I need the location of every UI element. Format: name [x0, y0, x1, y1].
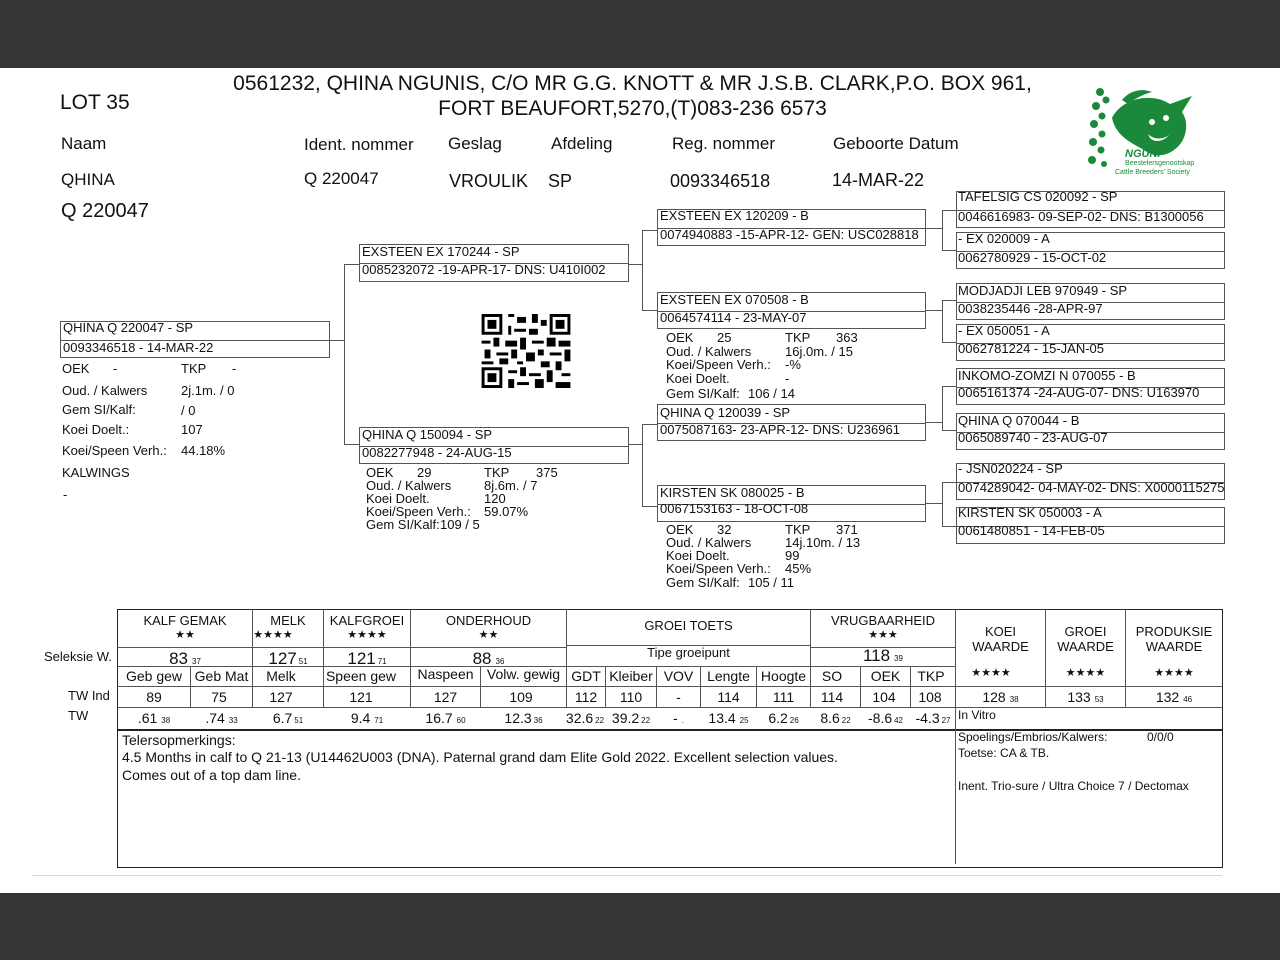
group-onderhoud-value: 88 36 [472, 649, 505, 668]
tw-ind-so: 114 [820, 689, 844, 705]
g3-7-line-2: 0074289042- 04-MAY-02- DNS: X0000115275 [958, 480, 1225, 495]
group-kalfgroei-value: 121 71 [347, 649, 387, 668]
dd-tkp-label: TKP [785, 522, 811, 537]
g3-6-line-1: QHINA Q 070044 - B [958, 413, 1080, 428]
dam-oek-label: OEK [366, 465, 394, 480]
index-groei-label-2: WAARDE [1057, 639, 1114, 654]
sd-oud: 16j.0m. / 15 [785, 344, 853, 359]
col-lengte: Lengte [707, 668, 750, 684]
logo-sub-1: Beestelersgenootskap [1125, 160, 1195, 167]
subject-oek-label: OEK [62, 361, 90, 376]
connector [942, 430, 956, 431]
group-kalfgroei: KALFGROEI [329, 613, 405, 628]
dam-line-2: 0082277948 - 24-AUG-15 [362, 445, 512, 460]
connector [926, 310, 942, 311]
group-melk: MELK [270, 613, 306, 628]
animal-reg: 0093346518 [670, 171, 771, 191]
dam-oek: 29 [417, 465, 432, 480]
col-hoogte: Hoogte [760, 668, 807, 684]
tw-hoogte: 6.2 26 [768, 710, 799, 726]
row-label-tw-ind: TW Ind [68, 688, 110, 703]
dd-oud-label: Oud. / Kalwers [666, 535, 752, 550]
col-so: SO [821, 668, 843, 684]
index-produksie-value: 132 46 [1155, 689, 1193, 705]
connector [642, 424, 657, 425]
page-divider [32, 875, 1222, 876]
tw-vov: - . [673, 710, 684, 726]
ds-line-1: QHINA Q 120039 - SP [660, 405, 791, 420]
col-melk: Melk [266, 668, 296, 684]
animal-sex: VROULIK [449, 171, 529, 191]
connector [642, 230, 643, 310]
connector [942, 210, 943, 250]
row-label-seleksie: Seleksie W. [44, 649, 112, 664]
g3-2-line-2: 0062780929 - 15-OCT-02 [958, 250, 1107, 265]
remarks-line-1: 4.5 Months in calf to Q 21-13 (U14462U003 (DNA). Paternal grand dam Elite Gold 2022. Excellent selection values. [122, 749, 838, 765]
connector [942, 342, 956, 343]
sd-gem: 106 / 14 [748, 386, 795, 401]
dd-koei: 99 [785, 548, 800, 563]
sd-tkp-label: TKP [785, 330, 811, 345]
spoelings-label: Spoelings/Embrios/Kalwers: [958, 730, 1108, 744]
group-groei-toets-sub: Tipe groeipunt [647, 645, 730, 660]
group-onderhoud: ONDERHOUD [445, 613, 532, 628]
label-name: Naam [61, 134, 107, 153]
dam-gem-label: Gem SI/Kalf: [366, 517, 440, 532]
index-groei-stars: ★★★★ [1065, 667, 1106, 679]
dam-speen-label: Koei/Speen Verh.: [366, 504, 471, 519]
row-label-tw: TW [68, 708, 89, 723]
col-vov: VOV [663, 668, 694, 684]
sd-koei-label: Koei Doelt. [666, 371, 730, 386]
group-kalfgroei-stars: ★★★★ [347, 629, 387, 641]
subject-kalwings: - [63, 487, 68, 502]
connector [942, 526, 956, 527]
index-groei-value: 133 53 [1067, 689, 1104, 705]
group-kalf-gemak-stars: ★★ [175, 629, 195, 641]
inent: Inent. Trio-sure / Ultra Choice 7 / Dectomax [958, 779, 1189, 793]
tw-ind-gdt: 112 [574, 689, 598, 705]
tw-naspeen: 16.7 60 [425, 710, 466, 726]
sd-tkp: 363 [836, 330, 858, 345]
animal-section: SP [548, 171, 573, 191]
label-sex: Geslag [448, 134, 502, 153]
dd-speen-label: Koei/Speen Verh.: [666, 561, 771, 576]
qr-code-icon [481, 314, 571, 388]
subject-oek: - [113, 361, 118, 376]
tw-geb-mat: .74 33 [205, 710, 238, 726]
g3-8-line-2: 0061480851 - 14-FEB-05 [958, 523, 1105, 538]
logo-name: NGUNI [1125, 148, 1161, 160]
tw-kleiber: 39.2 22 [611, 710, 651, 726]
tw-oek: -8.6 42 [867, 710, 904, 726]
tw-volw-gewig: 12.3 36 [504, 710, 543, 726]
sd-speen-label: Koei/Speen Verh.: [666, 357, 771, 372]
dam-line-1: QHINA Q 150094 - SP [362, 427, 493, 442]
connector [926, 503, 942, 504]
dd-tkp: 371 [836, 522, 858, 537]
subject-speen-label: Koei/Speen Verh.: [62, 443, 167, 458]
group-vrugbaarheid-value: 118 39 [862, 646, 903, 665]
connector [926, 228, 942, 229]
col-gdt: GDT [571, 668, 601, 684]
qr-code [481, 314, 571, 388]
index-groei-label-1: GROEI [1064, 624, 1107, 639]
index-koei-label-2: WAARDE [972, 639, 1029, 654]
dam-koei-label: Koei Doelt. [366, 491, 430, 506]
connector [942, 250, 956, 251]
sd-oek-label: OEK [666, 330, 694, 345]
tw-ind-volw-gewig: 109 [509, 689, 533, 705]
connector [942, 386, 956, 387]
connector [629, 444, 642, 445]
g3-8-line-1: KIRSTEN SK 050003 - A [958, 505, 1102, 520]
sd-gem-label: Gem SI/Kalf: [666, 386, 740, 401]
subject-gem: / 0 [181, 403, 196, 418]
connector [942, 210, 956, 211]
animal-name: QHINA [61, 170, 115, 189]
subject-line-1: QHINA Q 220047 - SP [63, 320, 194, 335]
subject-koei: 107 [181, 422, 203, 437]
index-produksie-label-2: WAARDE [1145, 639, 1203, 654]
remarks-title: Telersopmerkings: [122, 732, 236, 748]
g3-5-line-2: 0065161374 -24-AUG-07- DNS: U163970 [958, 385, 1200, 400]
tw-ind-naspeen: 127 [433, 689, 458, 705]
col-geb-gew: Geb gew [125, 668, 183, 684]
dd-koei-label: Koei Doelt. [666, 548, 730, 563]
dd-oek-label: OEK [666, 522, 694, 537]
dam-speen: 59.07% [484, 504, 529, 519]
g3-4-line-1: - EX 050051 - A [958, 323, 1050, 338]
connector [344, 444, 359, 445]
sd-line-2: 0064574114 - 23-MAY-07 [660, 310, 807, 325]
group-melk-value: 127 51 [268, 649, 308, 668]
tw-ind-melk: 127 [269, 689, 293, 705]
group-onderhoud-stars: ★★ [478, 629, 499, 641]
subject-koei-label: Koei Doelt.: [62, 422, 130, 437]
g3-1-line-2: 0046616983- 09-SEP-02- DNS: B1300056 [958, 209, 1204, 224]
tw-ind-geb-mat: 75 [211, 689, 227, 705]
tw-ind-kleiber: 110 [619, 689, 643, 705]
dd-gem: 105 / 11 [748, 575, 795, 590]
animal-ident: Q 220047 [304, 169, 379, 188]
subject-tkp-label: TKP [181, 361, 207, 376]
subject-oud-label: Oud. / Kalwers [62, 383, 148, 398]
g3-2-line-1: - EX 020009 - A [958, 231, 1050, 246]
group-vrugbaarheid: VRUGBAARHEID [830, 613, 936, 628]
group-kalf-gemak-value: 83 37 [169, 649, 201, 668]
subject-tkp: - [232, 361, 237, 376]
bottom-dark-bar [0, 893, 1280, 960]
tw-tkp: -4.3 27 [915, 710, 951, 726]
dd-line-2: 0067153163 - 18-OCT-08 [660, 501, 809, 516]
group-vrugbaarheid-stars: ★★★ [868, 629, 898, 641]
sd-oud-label: Oud. / Kalwers [666, 344, 752, 359]
tw-melk: 6.7 51 [272, 710, 304, 726]
group-kalf-gemak: KALF GEMAK [143, 613, 227, 628]
group-groei-toets: GROEI TOETS [644, 618, 733, 633]
label-section: Afdeling [551, 134, 613, 153]
sire-line-2: 0085232072 -19-APR-17- DNS: U410I002 [362, 262, 606, 277]
tw-ind-tkp: 108 [918, 689, 942, 705]
connector [642, 230, 657, 231]
sd-koei: - [785, 371, 790, 386]
dd-gem-label: Gem SI/Kalf: [666, 575, 740, 590]
connector [942, 482, 943, 526]
col-kleiber: Kleiber [609, 668, 653, 684]
g3-3-line-2: 0038235446 -28-APR-97 [958, 301, 1103, 316]
sd-line-1: EXSTEEN EX 070508 - B [660, 292, 809, 307]
index-koei-stars: ★★★★ [971, 667, 1011, 679]
remarks-line-2: Comes out of a top dam line. [122, 767, 301, 783]
g3-5-line-1: INKOMO-ZOMZI N 070055 - B [958, 368, 1136, 383]
tw-lengte: 13.4 25 [708, 710, 749, 726]
index-koei-label-1: KOEI [984, 624, 1017, 639]
connector [629, 264, 642, 265]
sd-speen: -% [785, 357, 801, 372]
dd-oud: 14j.10m. / 13 [785, 535, 861, 550]
sd-oek: 25 [717, 330, 732, 345]
connector [642, 424, 643, 506]
ds-line-2: 0075087163- 23-APR-12- DNS: U236961 [660, 422, 900, 437]
g3-6-line-2: 0065089740 - 23-AUG-07 [958, 430, 1108, 445]
tw-ind-speen-gew: 121 [349, 689, 373, 705]
index-koei-value: 128 38 [982, 689, 1019, 705]
dam-koei: 120 [484, 491, 506, 506]
tw-gdt: 32.6 22 [565, 710, 605, 726]
connector [330, 340, 344, 341]
col-speen-gew: Speen gew [325, 668, 397, 684]
subject-line-2: 0093346518 - 14-MAR-22 [63, 340, 214, 355]
subject-oud: 2j.1m. / 0 [181, 383, 235, 398]
g3-7-line-1: - JSN020224 - SP [958, 461, 1063, 476]
connector [642, 310, 657, 311]
in-vitro: In Vitro [958, 708, 996, 722]
connector [344, 264, 359, 265]
subject-gem-label: Gem SI/Kalf: [62, 402, 136, 417]
connector [642, 506, 657, 507]
toetse: Toetse: CA & TB. [958, 746, 1050, 760]
animal-big-ident: Q 220047 [61, 200, 149, 222]
breeder-line-2: FORT BEAUFORT,5270,(T)083-236 6573 [438, 97, 827, 120]
connector [344, 264, 345, 444]
label-ident: Ident. nommer [304, 135, 414, 154]
dam-oud: 8j.6m. / 7 [484, 478, 538, 493]
tw-ind-vov: - [676, 689, 681, 705]
ss-line-1: EXSTEEN EX 120209 - B [660, 208, 809, 223]
breeder-line-1: 0561232, QHINA NGUNIS, C/O MR G.G. KNOTT & MR J.S.B. CLARK,P.O. BOX 961, [233, 72, 1032, 95]
sire-line-1: EXSTEEN EX 170244 - SP [362, 244, 520, 259]
g3-3-line-1: MODJADJI LEB 970949 - SP [958, 283, 1128, 298]
connector [942, 300, 956, 301]
dd-line-1: KIRSTEN SK 080025 - B [660, 485, 805, 500]
g3-1-line-1: TAFELSIG CS 020092 - SP [958, 189, 1118, 204]
connector [942, 300, 943, 342]
group-melk-stars: ★★★★ [253, 629, 293, 641]
g3-4-line-2: 0062781224 - 15-JAN-05 [958, 341, 1104, 356]
subject-kalwings-label: KALWINGS [62, 465, 130, 480]
dam-tkp: 375 [536, 465, 558, 480]
col-naspeen: Naspeen [417, 666, 474, 682]
dd-oek: 32 [717, 522, 732, 537]
tw-ind-oek: 104 [872, 689, 896, 705]
connector [926, 422, 942, 423]
index-produksie-stars: ★★★★ [1154, 667, 1194, 679]
col-volw-gewig: Volw. gewig [486, 666, 561, 682]
connector [942, 386, 943, 430]
label-reg: Reg. nommer [672, 134, 775, 153]
lot-number: LOT 35 [60, 91, 130, 114]
connector [942, 482, 956, 483]
ss-line-2: 0074940883 -15-APR-12- GEN: USC028818 [660, 227, 919, 242]
animal-dob: 14-MAR-22 [832, 170, 925, 190]
top-dark-bar [0, 0, 1280, 68]
label-dob: Geboorte Datum [833, 134, 959, 153]
col-oek: OEK [870, 668, 901, 684]
col-tkp: TKP [917, 668, 945, 684]
tw-ind-hoogte: 111 [772, 689, 795, 705]
tw-ind-lengte: 114 [717, 689, 740, 705]
tw-so: 8.6 22 [820, 710, 851, 726]
index-produksie-label-1: PRODUKSIE [1135, 624, 1213, 639]
dam-tkp-label: TKP [484, 465, 510, 480]
tw-speen-gew: 9.4 71 [350, 710, 384, 726]
tw-ind-geb-gew: 89 [146, 689, 162, 705]
subject-speen: 44.18% [181, 443, 226, 458]
tw-geb-gew: .61 38 [137, 710, 171, 726]
dd-speen: 45% [785, 561, 812, 576]
logo-sub-2: Cattle Breeders' Society [1115, 169, 1190, 176]
spoelings-value: 0/0/0 [1147, 730, 1174, 744]
dam-gem: 109 / 5 [440, 517, 480, 532]
dam-oud-label: Oud. / Kalwers [366, 478, 452, 493]
col-geb-mat: Geb Mat [194, 668, 249, 684]
